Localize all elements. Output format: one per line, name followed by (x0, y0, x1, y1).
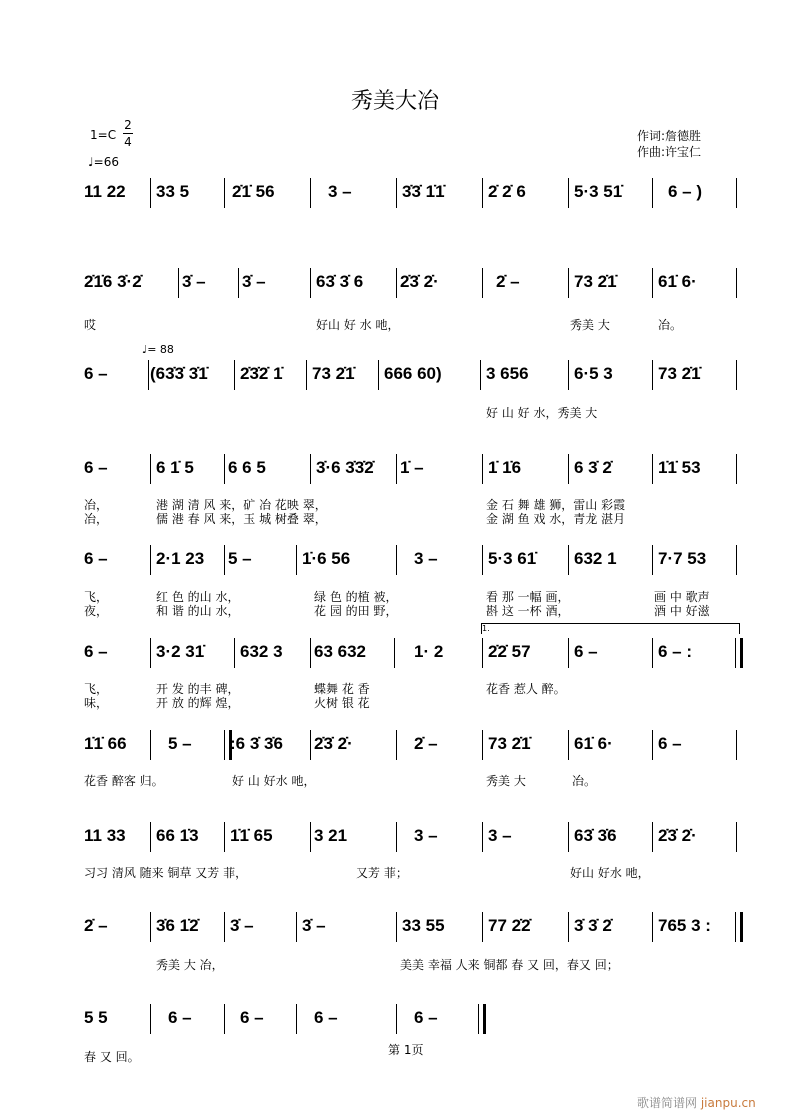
measure: 1̇ 1̇6 (488, 458, 522, 477)
barline (482, 730, 483, 760)
barline (736, 268, 737, 298)
measure: 3̇3̇ 1̇1̇ (402, 182, 445, 201)
lyric: 好山 好水 吔， (570, 866, 650, 880)
watermark-text: 歌谱简谱网 (637, 1096, 698, 1110)
barline (150, 178, 151, 208)
barline (396, 822, 397, 852)
barline (150, 1004, 151, 1034)
measure: 6 – (84, 458, 108, 477)
barline (394, 638, 395, 668)
barline (736, 360, 737, 390)
measure: 2̇ – (84, 916, 108, 935)
staff-line (84, 638, 740, 678)
lyric: 秀美 大 (486, 774, 526, 788)
measure: 6 – (314, 1008, 338, 1027)
barline (736, 178, 737, 208)
barline (568, 730, 569, 760)
measure: 6 1̇ 5 (156, 458, 194, 477)
measure: 6 – : (658, 642, 693, 661)
measure: 765 3 : (658, 916, 711, 935)
barline (396, 178, 397, 208)
barline (296, 545, 297, 575)
measure: 1̇1̇ 65 (230, 826, 273, 845)
measure: 1̇1̇ 66 (84, 734, 127, 753)
barline (652, 822, 653, 852)
barline (652, 730, 653, 760)
measure: 3 21 (314, 826, 348, 845)
staff-line (84, 178, 740, 218)
barline (736, 545, 737, 575)
time-signature (123, 118, 133, 149)
barline (150, 912, 151, 942)
barline (736, 454, 737, 484)
measure: 66 1̇3 (156, 826, 199, 845)
lyric: 开 发 的丰 碑， (156, 682, 240, 696)
barline (568, 545, 569, 575)
measure: 5 5 (84, 1008, 108, 1027)
barline (652, 912, 653, 942)
measure: 3·2 31̇ (156, 642, 205, 661)
lyricist: 作词:詹德胜 (637, 129, 702, 143)
lyric: 冶。 (658, 318, 683, 332)
barline (482, 545, 483, 575)
watermark (637, 1094, 756, 1111)
barline (736, 822, 737, 852)
barline (178, 268, 179, 298)
barline (568, 454, 569, 484)
measure: 3 656 (486, 364, 529, 383)
barline (396, 912, 397, 942)
measure: 1̇1̇ 53 (658, 458, 701, 477)
lyric: 夜， (84, 604, 109, 618)
lyric: 斟 这 一杯 酒， (486, 604, 570, 618)
tempo-marking: ♩=66 (88, 155, 119, 169)
measure: 3̇ 3̇ 2̇ (574, 916, 612, 935)
barline (482, 912, 483, 942)
staff-line (84, 268, 740, 308)
tempo-change: ♩= 88 (142, 343, 174, 356)
measure: 2̇3̇ 2̇· (314, 734, 353, 753)
barline (224, 178, 225, 208)
credits (637, 128, 701, 160)
measure: 3 – (414, 826, 438, 845)
staff-line (84, 822, 740, 862)
score-title: 秀美大冶 (350, 89, 439, 114)
measure: 6 – (84, 642, 108, 661)
measure: 73 2̇1̇ (574, 272, 617, 291)
measure: 6 – (240, 1008, 264, 1027)
watermark-domain: jianpu.cn (700, 1096, 756, 1110)
lyric: 冶， (84, 512, 109, 526)
measure: 5·3 51̇ (574, 182, 623, 201)
lyric: 花 园 的田 野， (314, 604, 398, 618)
barline (568, 822, 569, 852)
barline (482, 638, 483, 668)
measure: 2̇ 2̇ 6 (488, 182, 526, 201)
barline (396, 545, 397, 575)
staff-line (84, 454, 740, 494)
repeat-barline (735, 912, 743, 942)
barline (652, 638, 653, 668)
measure: 11 22 (84, 182, 126, 201)
volta-label: 1. (482, 624, 490, 633)
barline (568, 178, 569, 208)
measure: 2·1 23 (156, 549, 205, 568)
measure: 2̇3̇ 2̇· (658, 826, 697, 845)
time-signature-bottom: 4 (124, 135, 132, 149)
fraction-line (123, 133, 133, 134)
measure: 5 – (168, 734, 192, 753)
lyric: 看 那 一幅 画， (486, 590, 570, 604)
lyric: 火树 银 花 (314, 696, 370, 710)
lyric: 秀美 大 冶， (156, 958, 224, 972)
barline (480, 360, 481, 390)
barline (396, 1004, 397, 1034)
barline (310, 178, 311, 208)
lyric: 春 又 回。 (84, 1050, 140, 1064)
lyric: 蝶舞 花 香 (314, 682, 370, 696)
barline (224, 454, 225, 484)
volta-bracket (481, 623, 740, 634)
measure: 5·3 61̇ (488, 549, 537, 568)
barline (224, 822, 225, 852)
barline (652, 545, 653, 575)
barline (234, 638, 235, 668)
measure: 3̇·6 3̇3̇2̇ (316, 458, 374, 477)
key-signature: 1=C (90, 128, 117, 142)
barline (306, 360, 307, 390)
measure: 73 2̇1̇ (312, 364, 355, 383)
measure: 6 – (574, 642, 598, 661)
barline (238, 268, 239, 298)
measure: 3̇6 1̇2̇ (156, 916, 199, 935)
measure: (63̇3̇ 3̇1̇ (150, 364, 208, 383)
measure: 5 – (228, 549, 252, 568)
repeat-barline (735, 638, 743, 668)
measure: 63̇ 3̇ 6 (316, 272, 364, 291)
lyric: 开 放 的辉 煌， (156, 696, 240, 710)
measure: 11 33 (84, 826, 126, 845)
measure: 3 – (414, 549, 438, 568)
staff-line (84, 730, 740, 770)
barline (310, 268, 311, 298)
lyric: 味， (84, 696, 109, 710)
measure: 6 – (84, 364, 108, 383)
lyric: 飞， (84, 590, 109, 604)
barline (150, 730, 151, 760)
measure: 6 – (168, 1008, 192, 1027)
lyric: 冶。 (572, 774, 597, 788)
measure: 2̇3̇ 2̇· (400, 272, 439, 291)
measure: 6 – (414, 1008, 438, 1027)
staff-line (84, 912, 740, 952)
barline (568, 638, 569, 668)
lyric: 儒 港 春 风 来，玉 城 树叠 翠， (156, 512, 327, 526)
composer: 作曲:许宝仁 (637, 145, 702, 159)
barline (310, 638, 311, 668)
barline (150, 638, 151, 668)
measure: 632 3 (240, 642, 283, 661)
measure: 3 – (328, 182, 352, 201)
lyric: 好 山 好水 吔， (232, 774, 316, 788)
lyric: 秀美 大 (570, 318, 610, 332)
lyric: 哎 (84, 318, 97, 332)
measure: 63 632 (314, 642, 366, 661)
barline (150, 454, 151, 484)
measure: 3̇ – (242, 272, 266, 291)
lyric: 花香 惹人 醉。 (486, 682, 566, 696)
barline (224, 1004, 225, 1034)
lyric: 酒 中 好滋 (654, 604, 710, 618)
barline (568, 360, 569, 390)
lyric: 和 谐 的山 水， (156, 604, 240, 618)
measure: 2̇2̇ 57 (488, 642, 531, 661)
measure: 2̇1̇ 56 (232, 182, 275, 201)
barline (482, 178, 483, 208)
barline (234, 360, 235, 390)
barline (224, 545, 225, 575)
lyric: 好 山 好 水，秀美 大 (486, 406, 598, 420)
measure: 6 – ) (668, 182, 703, 201)
barline (652, 360, 653, 390)
measure: 3̇ – (230, 916, 254, 935)
measure: 666 60) (384, 364, 442, 383)
measure: 1̇ – (400, 458, 424, 477)
staff-line (84, 545, 740, 585)
barline (150, 822, 151, 852)
measure: 77 2̇2̇ (488, 916, 531, 935)
measure: 2̇1̇6 3̇·2̇ (84, 272, 142, 291)
barline (652, 454, 653, 484)
barline (568, 912, 569, 942)
barline (736, 730, 737, 760)
lyric: 金 石 舞 雄 狮，雷山 彩霞 (486, 498, 626, 512)
barline (296, 912, 297, 942)
barline (482, 822, 483, 852)
lyric: 港 湖 清 风 来，矿 冶 花映 翠， (156, 498, 327, 512)
measure: 3̇ – (182, 272, 206, 291)
lyric: 绿 色 的植 被， (314, 590, 398, 604)
lyric: 习习 清风 随来 铜草 又芳 菲， (84, 866, 248, 880)
measure: 6 – (84, 549, 108, 568)
measure: 3̇ – (302, 916, 326, 935)
barline (310, 822, 311, 852)
lyric: 好山 好 水 吔， (316, 318, 400, 332)
barline (652, 268, 653, 298)
measure: 6·5 3 (574, 364, 613, 383)
final-barline (478, 1004, 486, 1034)
page-number: 第 1页 (388, 1043, 424, 1057)
barline (310, 454, 311, 484)
measure: 61̇ 6· (574, 734, 613, 753)
barline (396, 730, 397, 760)
time-signature-top: 2 (124, 118, 132, 132)
measure: 3 – (488, 826, 512, 845)
measure: :6 3̇ 3̇6 (230, 734, 283, 753)
barline (396, 268, 397, 298)
barline (396, 454, 397, 484)
measure: 2̇3̇2̇ 1̇ (240, 364, 283, 383)
barline (568, 268, 569, 298)
measure: 33 5 (156, 182, 190, 201)
barline (652, 178, 653, 208)
measure: 73 2̇1̇ (658, 364, 701, 383)
measure: 33 55 (402, 916, 445, 935)
measure: 2̇ – (414, 734, 438, 753)
measure: 1· 2 (414, 642, 444, 661)
measure: 6 6 5 (228, 458, 266, 477)
measure: 6 3̇ 2̇ (574, 458, 612, 477)
measure: 2̇ – (496, 272, 520, 291)
barline (150, 545, 151, 575)
barline (482, 268, 483, 298)
lyric: 花香 醉客 归。 (84, 774, 164, 788)
lyric: 美美 幸福 人来 铜都 春 又 回，春又 回； (400, 958, 619, 972)
barline (482, 454, 483, 484)
measure: 7·7 53 (658, 549, 707, 568)
measure: 6 – (658, 734, 682, 753)
lyric: 红 色 的山 水， (156, 590, 240, 604)
barline (296, 1004, 297, 1034)
barline (148, 360, 149, 390)
barline (224, 912, 225, 942)
lyric: 飞， (84, 682, 109, 696)
measure: 61̇ 6· (658, 272, 697, 291)
measure: 63̇ 3̇6 (574, 826, 617, 845)
measure: 632 1 (574, 549, 617, 568)
measure: 1̇·6 56 (302, 549, 351, 568)
staff-line (84, 360, 740, 400)
staff-line (84, 1004, 740, 1044)
barline (378, 360, 379, 390)
measure: 73 2̇1̇ (488, 734, 531, 753)
lyric: 冶， (84, 498, 109, 512)
lyric: 又芳 菲； (356, 866, 408, 880)
lyric: 金 湖 鱼 戏 水，青龙 湛月 (486, 512, 626, 526)
barline (310, 730, 311, 760)
lyric: 画 中 歌声 (654, 590, 710, 604)
